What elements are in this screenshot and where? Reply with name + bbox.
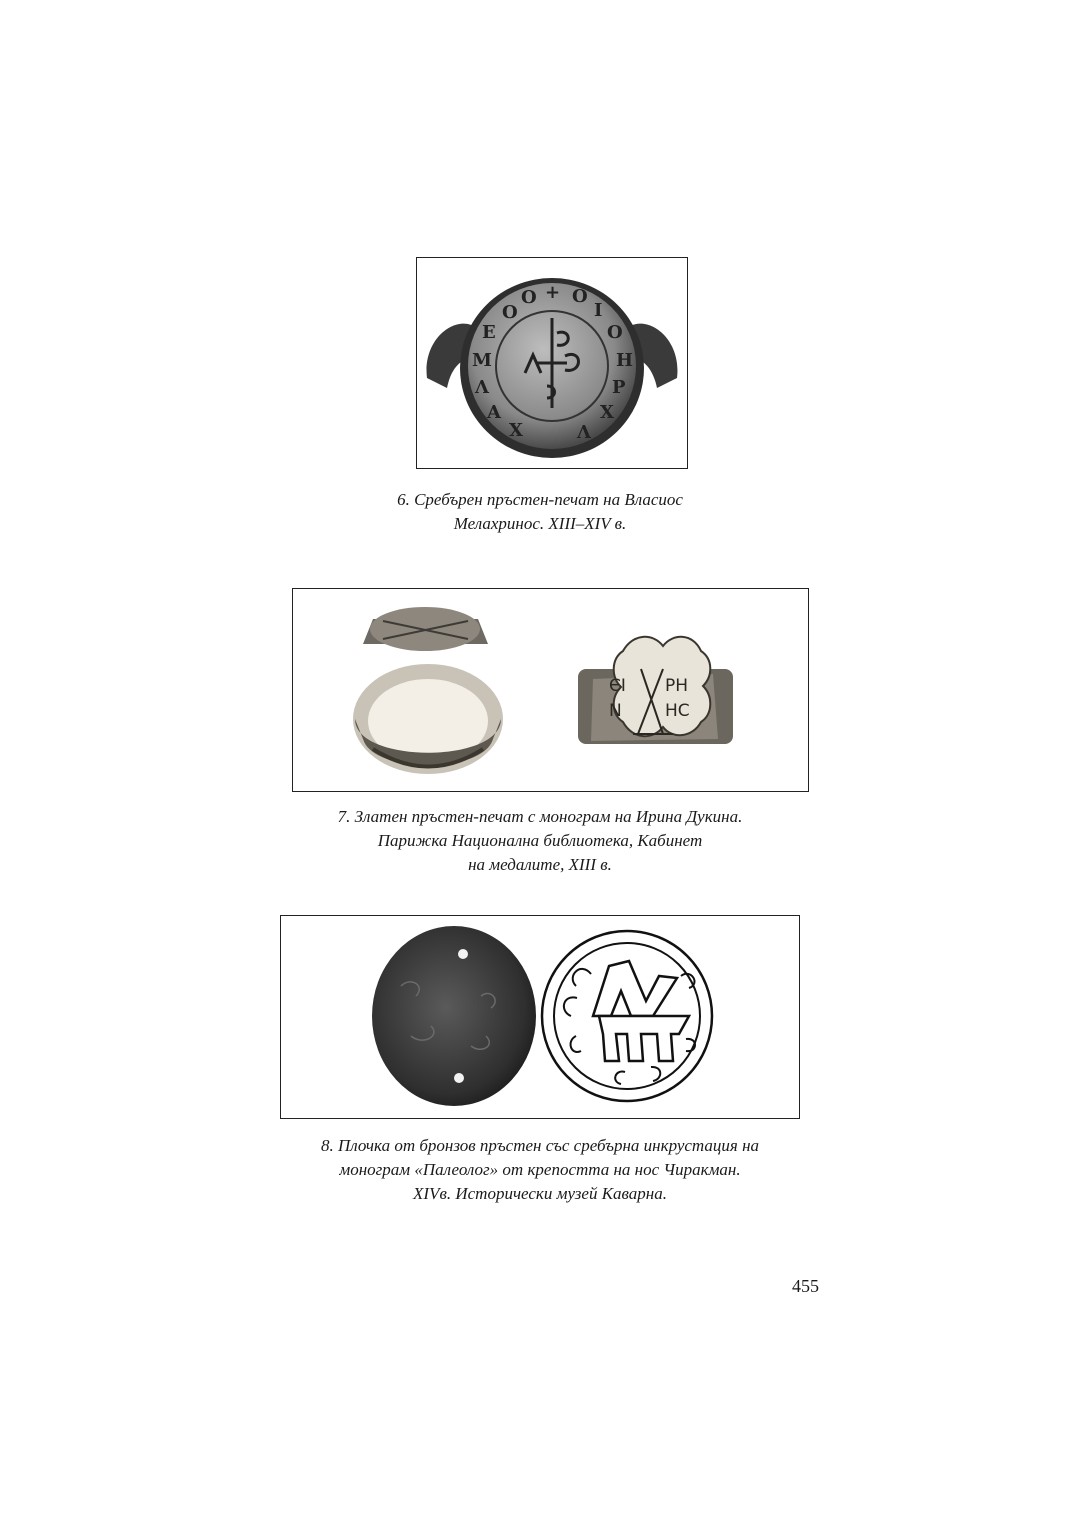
svg-text:Ε: Ε	[482, 322, 496, 343]
caption-line: 8. Плочка от бронзов пръстен със сребърна инкрустация на	[320, 1136, 760, 1155]
svg-text:Χ: Χ	[509, 420, 523, 441]
figure-7-caption	[0, 805, 1080, 877]
figure-8-image	[280, 915, 800, 1119]
silver-seal-ring-illustration	[417, 258, 687, 468]
svg-text:Ρ: Ρ	[612, 377, 626, 398]
gold-seal-ring-illustration	[293, 589, 808, 791]
bronze-plaque-illustration	[281, 916, 799, 1118]
svg-text:PH: PH	[665, 676, 689, 696]
figure-7-image	[292, 588, 809, 792]
svg-text:Χ: Χ	[600, 402, 614, 423]
caption-line: 6. Сребърен пръстен-печат на Власиос	[397, 490, 683, 509]
caption-line: монограм «Палеолог» от крепостта на нос Чиракман.	[339, 1160, 741, 1179]
svg-text:Ο: Ο	[572, 286, 588, 307]
svg-text:Ο: Ο	[521, 287, 537, 308]
caption-line: Мелахринос. XIII–XIV в.	[453, 514, 627, 533]
figure-6-image	[416, 257, 688, 469]
svg-text:Ι: Ι	[594, 300, 603, 321]
caption-line: 7. Златен пръстен-печат с монограм на Ирина Дукина.	[337, 807, 743, 826]
figure-6-caption	[0, 488, 1080, 536]
svg-text:Μ: Μ	[472, 350, 492, 371]
svg-text:HC: HC	[665, 701, 690, 721]
svg-text:ЄI: ЄI	[609, 676, 626, 696]
svg-text:Η: Η	[616, 350, 634, 371]
svg-text:+: +	[545, 282, 561, 303]
figure-8-caption	[0, 1134, 1080, 1206]
page-number: 455	[792, 1276, 819, 1296]
svg-text:Λ: Λ	[475, 377, 489, 398]
svg-text:Ο: Ο	[607, 322, 623, 343]
svg-text:N: N	[609, 701, 622, 721]
caption-line: XIVв. Исторически музей Каварна.	[413, 1184, 667, 1203]
caption-line: Парижка Национална библиотека, Кабинет	[377, 831, 703, 850]
svg-text:Λ: Λ	[577, 422, 591, 443]
svg-text:Ο: Ο	[502, 302, 518, 323]
caption-line: на медалите, XIII в.	[468, 855, 612, 874]
svg-text:Α: Α	[487, 402, 501, 423]
